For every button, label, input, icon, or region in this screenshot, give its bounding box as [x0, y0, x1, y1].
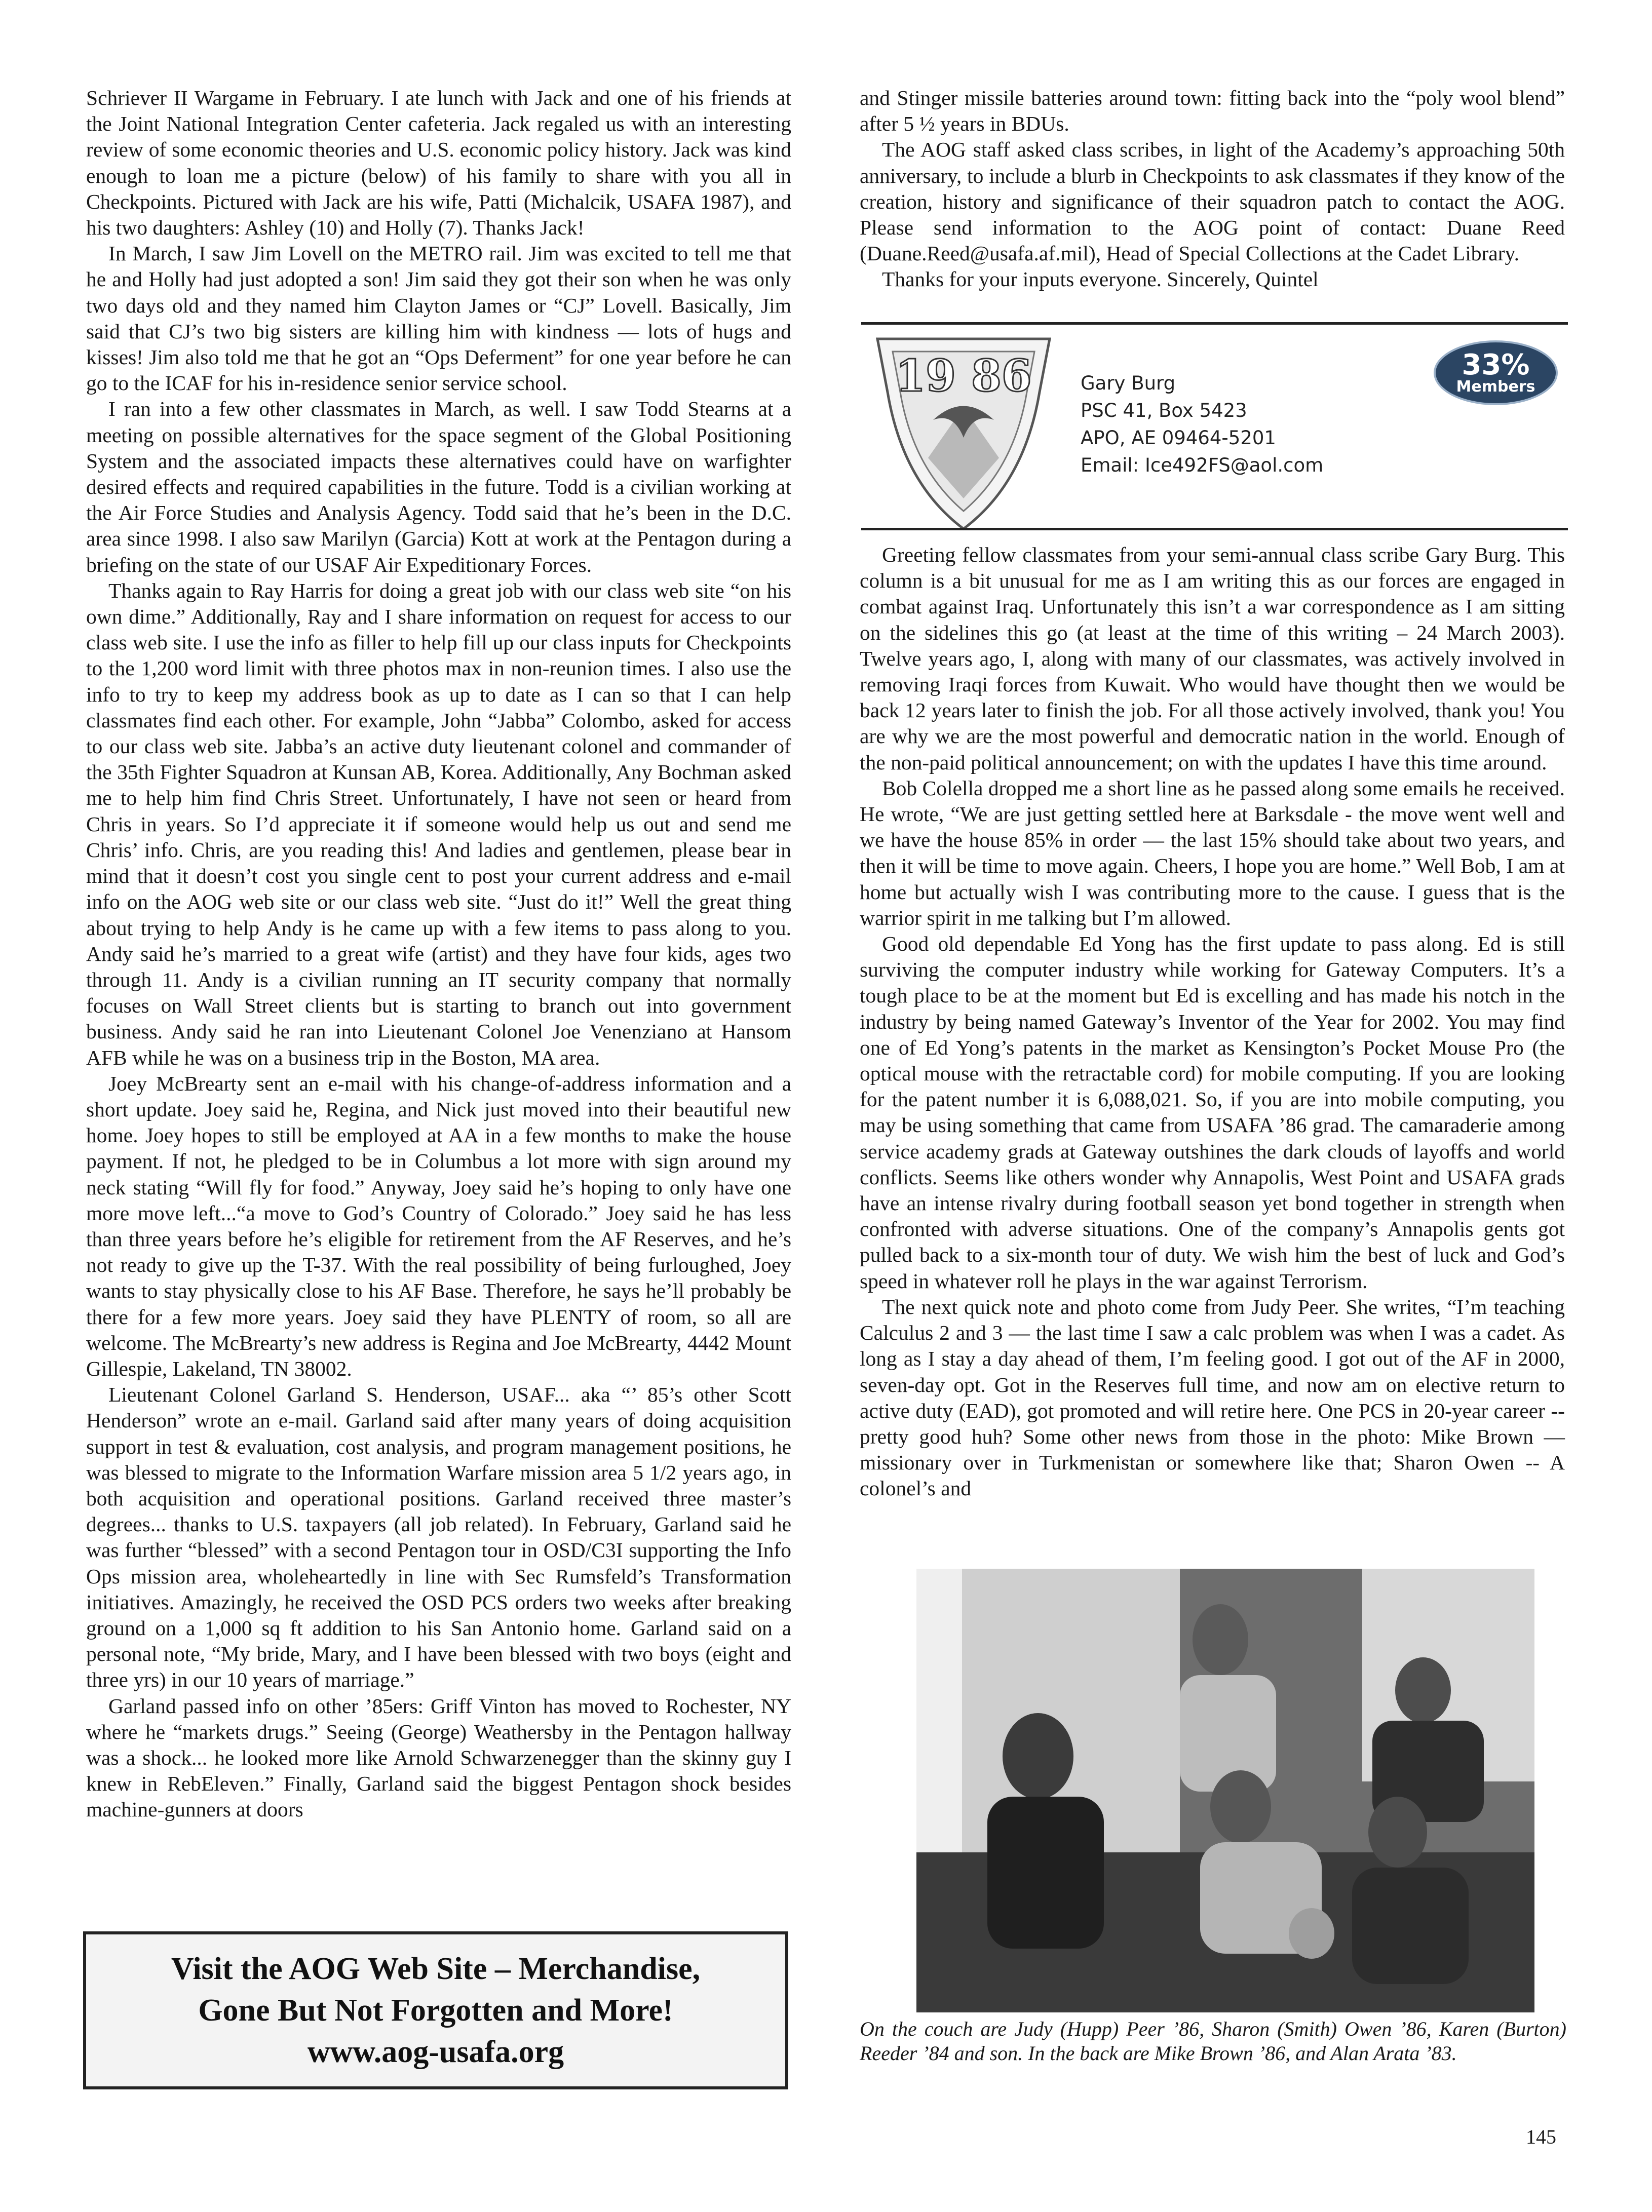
section-divider-top: [861, 322, 1568, 325]
page-number: 145: [1526, 2125, 1556, 2148]
aog-website-ad: [83, 1931, 788, 2089]
paragraph: The AOG staff asked class scribes, in light of the Academy’s approaching 50th anniversary, to include a blurb in Checkpoints to ask classmates if they know of the creation, history and significance of their squadron patch to contact the AOG. Please send information to the AOG point of contact: Duane Reed (Duane.Reed@usafa.af.mil), Head of Special Collections at the Cadet Library.: [860, 138, 1565, 265]
scribe-email-link[interactable]: Ice492FS@aol.com: [1145, 454, 1324, 476]
paragraph: In March, I saw Jim Lovell on the METRO rail. Jim was excited to tell me that he and Holly had just adopted a son! Jim said they got their son when he was only two days old and they named him Clayton James or “CJ” Lovell. Basically, Jim said that CJ’s two big sisters are killing him with kindness — lots of hugs and kisses! Jim also told me that he got an “Ops Deferment” for one year before he can go to the ICAF for his in-residence senior service school.: [86, 242, 791, 395]
group-photo: [916, 1569, 1534, 2012]
scribe-address-2: APO, AE 09464-5201: [1081, 427, 1276, 449]
membership-label: Members: [1456, 378, 1535, 396]
scribe-address-1: PSC 41, Box 5423: [1081, 400, 1247, 421]
class-1986-crest-icon: [872, 331, 1055, 531]
ad-line-1: Visit the AOG Web Site – Merchandise,: [171, 1952, 701, 1986]
crest-year-text: 19 86: [895, 351, 1032, 402]
membership-badge: [1434, 340, 1558, 405]
paragraph: Greeting fellow classmates from your semi-annual class scribe Gary Burg. This column is a bit unusual for me as I am writing this as our forces are engaged in combat against Iraq. Unfortunately this isn’t a war correspondence as I am sitting on the sidelines this go (at least at the time of this writing – 24 March 2003). Twelve years ago, I, along with many of our classmates, was actively involved in removing Iraqi forces from Kuwait. Who would have thought then we would be back 12 years later to finish the job. For all those actively involved, thank you! You are why we are the most powerful and democratic nation in the world. Enough of the non-paid political announcement; on with the updates I have this time around.: [860, 543, 1565, 774]
email-label: Email:: [1081, 454, 1139, 476]
paragraph: Good old dependable Ed Yong has the first update to pass along. Ed is still surviving the computer industry while working for Gateway Computers. It’s a tough place to be at the moment but Ed is excelling and has made his notch in the industry by being named Gateway’s Inventor of the Year for 2002. You may find one of Ed Yong’s patents in the market as Kensington’s Pocket Mouse Pro (the optical mouse with the retractable cord) for mobile computing. If you are looking for the patent number it is 6,088,021. So, if you are into mobile computing, you may be using something that came from USAFA ’86 grad. The camaraderie among service academy grads at Gateway outshines the dark clouds of layoffs and world conflicts. Seems like others wonder why Annapolis, West Point and USAFA grads have an intense rivalry during football season yet bond together in strength when confronted with adverse situations. One of the company’s Annapolis gents got pulled back to a six-month tour of duty. We wish him the best of luck and God’s speed in whatever roll he plays in the war against Terrorism.: [860, 932, 1565, 1293]
paragraph: Thanks for your inputs everyone. Sincerely, Quintel: [882, 267, 1319, 291]
membership-percent: 33%: [1462, 348, 1530, 381]
section-divider-bottom: [861, 528, 1568, 530]
ad-line-2: Gone But Not Forgotten and More!: [198, 1993, 673, 2028]
paragraph: Garland passed info on other ’85ers: Griff Vinton has moved to Rochester, NY where he “markets drugs.” Seeing (George) Weathersby in the Pentagon hallway was a shock... he looked more like Arnold Schwarzenegger than the skinny guy I knew in RebEleven.” Finally, Garland said the biggest Pentagon shock besides machine-gunners at doors: [86, 1694, 791, 1821]
paragraph: The next quick note and photo come from Judy Peer. She writes, “I’m teaching Calculus 2 and 3 — the last time I saw a calc problem was when I was a cadet. As long as I stay a day ahead of them, I’m feeling good. I got out of the AF in 2000, seven-day opt. Got in the Reserves full time, and now am on elective return to active duty (EAD), got promoted and will retire here. One PCS in 20-year career -- pretty good huh? Some other news from those in the photo: Mike Brown — missionary over in Turkmenistan or somewhere like that; Sharon Owen -- A colonel’s and: [860, 1295, 1565, 1500]
paragraph: I ran into a few other classmates in March, as well. I saw Todd Stearns at a meeting on possible alternatives for the space segment of the Global Positioning System and the associated impacts these alternatives could have on warfighter desired effects and required capabilities in the future. Todd is a civilian working at the Air Force Studies and Analysis Agency. Todd said that he’s been in the D.C. area since 1998. I also saw Marilyn (Garcia) Kott at work at the Pentagon during a briefing on the state of our USAF Air Expeditionary Forces.: [86, 397, 791, 576]
paragraph: Bob Colella dropped me a short line as he passed along some emails he received. He wrote, “We are just getting settled here at Barksdale - the move went well and we have the house 85% in order — the last 15% should take about two years, and then it will be time to move again. Cheers, I hope you are home.” Well Bob, I am at home but actually wish I was contributing more to the cause. I guess that is the warrior spirit in me talking but I’m allowed.: [860, 776, 1565, 929]
paragraph: and Stinger missile batteries around town: fitting back into the “poly wool blend” after 5 ½ years in BDUs.: [860, 86, 1565, 136]
paragraph: Schriever II Wargame in February. I ate lunch with Jack and one of his friends at the Joint National Integration Center cafeteria. Jack regaled us with an interesting review of some economic theories and U.S. economic policy history. Jack was kind enough to loan me a picture (below) of his family to share with you all in Checkpoints. Pictured with Jack are his wife, Patti (Michalcik, USAFA 1987), and his two daughters: Ashley (10) and Holly (7). Thanks Jack!: [86, 86, 791, 240]
right-column-body: [860, 542, 1565, 1502]
right-column-top: [860, 85, 1565, 293]
paragraph: Thanks again to Ray Harris for doing a great job with our class web site “on his own dime.” Additionally, Ray and I share information on request for access to our class web site. I use the info as filler to help fill up our class inputs for Checkpoints to the 1,200 word limit with three photos max in non-reunion times. I also use the info to try to keep my address book as up to date as I can so that I can help classmates find each other. For example, John “Jabba” Colombo, asked for access to our class web site. Jabba’s an active duty lieutenant colonel and commander of the 35th Fighter Squadron at Kunsan AB, Korea. Additionally, Any Bochman asked me to help him find Chris Street. Unfortunately, I have not seen or heard from Chris in years. So I’d appreciate it if someone would help us out and send me Chris’ info. Chris, are you reading this! And ladies and gentlemen, please bear in mind that it doesn’t cost you single cent to post your current address and e-mail info on the AOG web site or our class web site. “Just do it!” Well the great thing about trying to help Andy is he came up with a few items to pass along to you. Andy said he’s married to a great wife (artist) and they have four kids, ages two through 11. Andy is a civilian running an IT security company that normally focuses on Wall Street clients but is starting to branch out into government business. Andy said he ran into Lieutenant Colonel Joe Venenziano at Hansom AFB while he was on a business trip in the Boston, MA area.: [86, 578, 791, 1069]
ad-url-link[interactable]: www.aog-usafa.org: [307, 2035, 564, 2069]
scribe-email-row: [1081, 452, 1323, 479]
left-column: [86, 85, 791, 1823]
paragraph: Lieutenant Colonel Garland S. Henderson, USAF... aka “’ 85’s other Scott Henderson” wrote an e-mail. Garland said after many years of doing acquisition support in test & evaluation, cost analysis, and program management positions, he was blessed to migrate to the Information Warfare mission area 5 1/2 years ago, in both acquisition and operational positions. Garland received three master’s degrees... thanks to U.S. taxpayers (all job related). In February, Garland said he was further “blessed” with a second Pentagon tour in OSD/C3I supporting the Info Ops mission area, wholeheartedly in line with Sec Rumsfeld’s Transformation initiatives. Amazingly, he received the OSD PCS orders two weeks after breaking ground on a 1,000 sq ft addition to his San Antonio home. Garland said on a personal note, “My bride, Mary, and I have been blessed with two boys (eight and three yrs) in our 10 years of marriage.”: [86, 1383, 791, 1692]
photo-caption: On the couch are Judy (Hupp) Peer ’86, Sharon (Smith) Owen ’86, Karen (Burton) Reeder ’84 and son. In the back are Mike Brown ’86, and Alan Arata ’83.: [860, 2017, 1566, 2065]
paragraph: Joey McBrearty sent an e-mail with his change-of-address information and a short update. Joey said he, Regina, and Nick just moved into their beautiful new home. Joey hopes to still be employed at AA in a few months to make the house payment. If not, he pledged to be in Columbus a lot more with sign around my neck stating “Will fly for food.” Anyway, Joey said he’s hoping to only have one more move left...“a move to God’s Country of Colorado.” Joey said he has less than three years before he’s eligible for retirement from the AF Reserves, and he’s not ready to give up the T-37. With the real possibility of being furloughed, Joey wants to stay physically close to his AF Base. Therefore, he says he’ll probably be there for a few more years. Joey said they have PLENTY of room, so all are welcome. The McBrearty’s new address is Regina and Joe McBrearty, 4442 Mount Gillespie, Lakeland, TN 38002.: [86, 1071, 791, 1380]
scribe-contact: [1081, 370, 1323, 479]
scribe-name: Gary Burg: [1081, 372, 1176, 394]
